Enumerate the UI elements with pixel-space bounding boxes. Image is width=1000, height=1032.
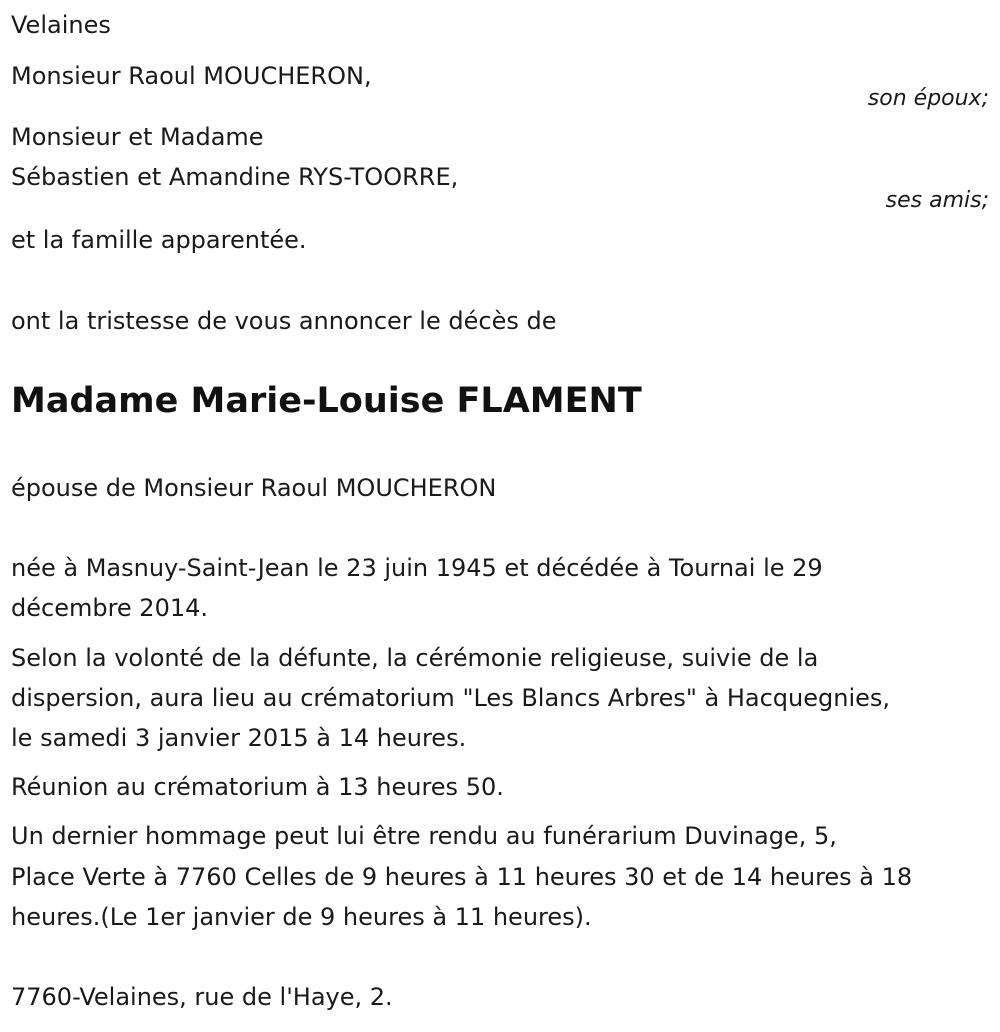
deceased-name: Madame Marie-Louise FLAMENT [11, 381, 642, 421]
location-heading: Velaines [11, 11, 111, 39]
address-line: 7760-Velaines, rue de l'Haye, 2. [11, 983, 393, 1011]
meeting-line: Réunion au crématorium à 13 heures 50. [11, 773, 504, 801]
tribute-line-2: Place Verte à 7760 Celles de 9 heures à 11 heures 30 et de 14 heures à 18 [11, 863, 913, 891]
tribute-line-3: heures.(Le 1er janvier de 9 heures à 11 heures). [11, 903, 592, 931]
friends-line-1: Monsieur et Madame [11, 123, 264, 151]
family-line: et la famille apparentée. [11, 226, 307, 254]
birth-death-line-2: décembre 2014. [11, 594, 209, 622]
ceremony-line-3: le samedi 3 janvier 2015 à 14 heures. [11, 724, 467, 752]
birth-death-line-1: née à Masnuy-Saint-Jean le 23 juin 1945 et décédée à Tournai le 29 [11, 554, 823, 582]
spouse-name: Monsieur Raoul MOUCHERON, [11, 62, 372, 90]
spouse-of-line: épouse de Monsieur Raoul MOUCHERON [11, 474, 497, 502]
announcement-intro: ont la tristesse de vous annoncer le décès de [11, 307, 557, 335]
friends-line-2: Sébastien et Amandine RYS-TOORRE, [11, 163, 459, 191]
spouse-role: son époux; [867, 86, 989, 111]
ceremony-line-2: dispersion, aura lieu au crématorium "Les Blancs Arbres" à Hacquegnies, [11, 684, 891, 712]
tribute-line-1: Un dernier hommage peut lui être rendu au funérarium Duvinage, 5, [11, 822, 837, 850]
friends-role: ses amis; [885, 188, 989, 213]
ceremony-line-1: Selon la volonté de la défunte, la cérémonie religieuse, suivie de la [11, 644, 819, 672]
